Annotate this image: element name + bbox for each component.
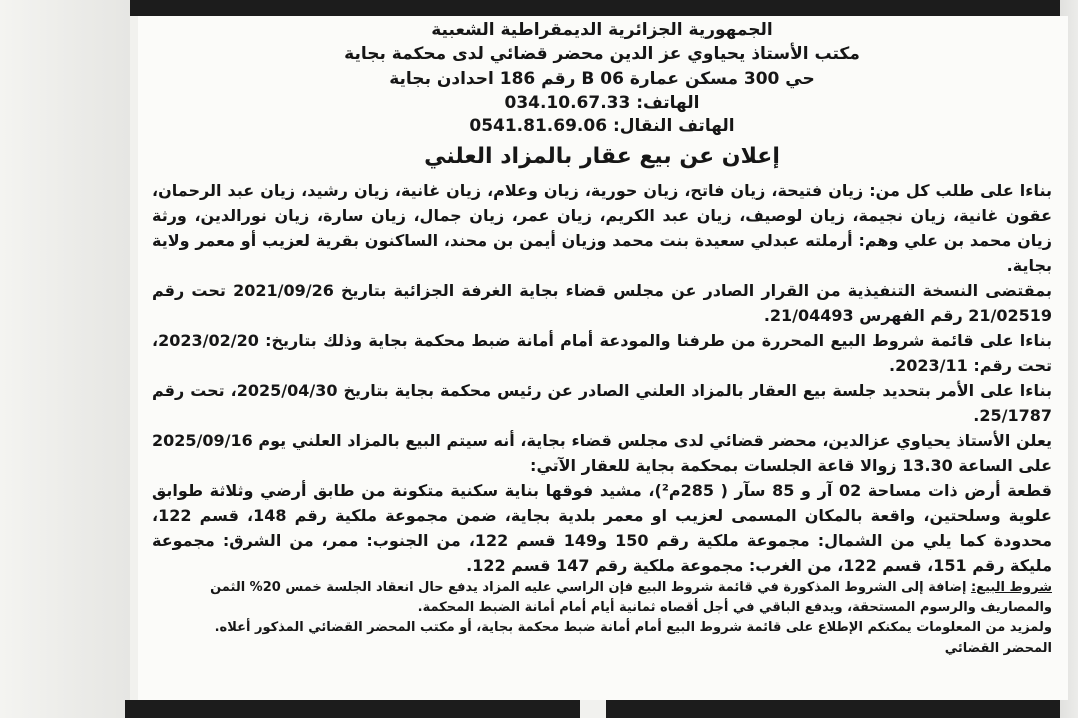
sale-conditions-label: شروط البيع: [970, 580, 1052, 595]
sale-conditions-text: إضافة إلى الشروط المذكورة في قائمة شروط البيع فإن الراسي عليه المزاد يدفع حال انعقاد الجلسة خمس 20% الثمن والمصاريف والرسوم المستحقة، ويدفع الباقي في أجل أقصاه ثمانية أيام أمام أمانة الضبط المحكمة. [210, 580, 1052, 615]
scan-bottom-border-left [125, 700, 580, 718]
republic-heading: الجمهورية الجزائرية الديمقراطية الشعبية [431, 20, 773, 40]
announcement-title: إعلان عن بيع عقار بالمزاد العلني [424, 144, 780, 169]
phone-number: 034.10.67.33 [504, 93, 631, 113]
office-address: حي 300 مسكن عمارة 06 B رقم 186 احدادن بجاية [389, 69, 815, 89]
signature: المحضر القضائي [944, 641, 1052, 656]
mobile-number: 0541.81.69.06 [469, 116, 608, 136]
office-heading: مكتب الأستاذ يحياوي عز الدين محضر قضائي لدى محكمة بجاية [344, 44, 860, 64]
mobile-line [152, 115, 1052, 138]
ruling-paragraph: بمقتضى النسخة التنفيذية من القرار الصادر عن مجلس قضاء بجاية الغرفة الجزائية بتاريخ 2021/09/26 تحت رقم 21/02519 رقم الفهرس 21/04493. [152, 281, 1052, 325]
conditions-list-paragraph: بناءا على قائمة شروط البيع المحررة من طرفنا والمودعة أمام أمانة ضبط محكمة بجاية وذلك بتاريخ: 2023/02/20، تحت رقم: 2023/11. [152, 331, 1052, 375]
scan-left-margin [0, 0, 130, 718]
phone-line [152, 92, 1052, 115]
announcement-document [152, 18, 1052, 660]
scan-bottom-border-right [606, 700, 1060, 718]
sale-conditions [152, 578, 1052, 618]
property-description-paragraph: قطعة أرض ذات مساحة 02 آر و 85 سآر ( 285م²)، مشيد فوقها بناية سكنية متكونة من طابق أرضي وثلاثة طوابق علوية وسلحتين، واقعة بالمكان المسمى لعزيب او معمر بلدية بجاية، ضمن مجموعة ملكية رقم 148، قسم 122، محدودة كما يلي من الشمال: مجموعة ملكية رقم 150 و149 قسم 122، من الجنوب: ممر، من الشرق: مجموعة مليكة رقم 151، قسم 122، من الغرب: مجموعة ملكية رقم 147 قسم 122. [152, 481, 1053, 575]
phone-label: الهاتف: [636, 93, 700, 113]
more-info: ولمزيد من المعلومات يمكنكم الإطلاع على قائمة شروط البيع أمام أمانة ضبط محكمة بجاية، أو مكتب المحضر القضائي المذكور أعلاه. [214, 620, 1052, 635]
requesters-paragraph: بناءا على طلب كل من: زيان فتيحة، زيان فاتح، زيان حورية، زيان وعلام، زيان غانية، زيان رشيد، زيان عبد الرحمان، عقون غانية، زيان نجيمة، زيان لوصيف، زيان عبد الكريم، زيان عمر، زيان جمال، زيان سارة، زيان نورالدين، ورثة زيان محمد بن علي وهم: أرملته عبدلي سعيدة بنت محمد وزيان أيمن بن محند، الساكنون بقرية لعزيب أو معمر ولاية بجاية. [152, 181, 1052, 275]
scan-top-border [130, 0, 1060, 16]
auction-date-paragraph: يعلن الأستاذ يحياوي عزالدين، محضر قضائي لدى مجلس قضاء بجاية، أنه سيتم البيع بالمزاد العلني يوم 2025/09/16 على الساعة 13.30 زوالا قاعة الجلسات بمحكمة بجاية للعقار الآتي: [152, 431, 1052, 475]
mobile-label: الهاتف النقال: [612, 116, 735, 136]
order-paragraph: بناءا على الأمر بتحديد جلسة بيع العقار بالمزاد العلني الصادر عن رئيس محكمة بجاية بتاريخ 2025/04/30، تحت رقم 25/1787. [152, 381, 1052, 425]
